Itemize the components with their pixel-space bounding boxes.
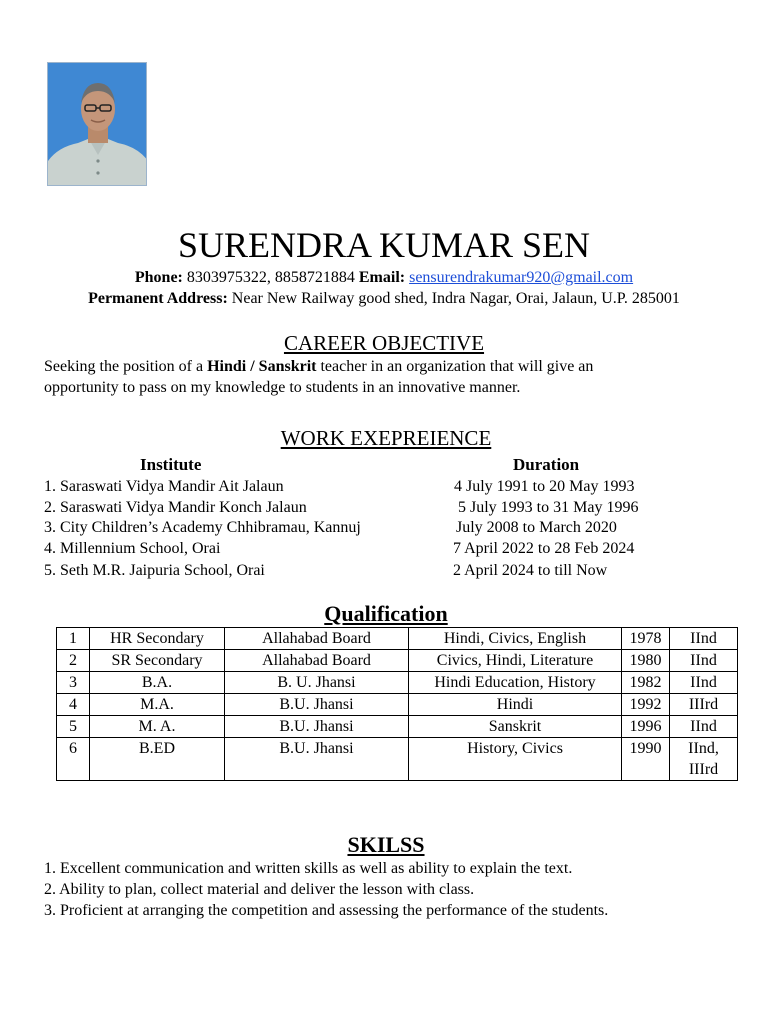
work-institute-5: 5. Seth M.R. Jaipuria School, Orai (44, 562, 265, 579)
qual-division: IInd (670, 628, 738, 650)
work-institute-1: 1. Saraswati Vidya Mandir Ait Jalaun (44, 478, 284, 495)
qual-year: 1996 (622, 716, 670, 738)
career-objective-line-1 (44, 356, 593, 377)
qualification-heading: Qualification (324, 601, 448, 626)
qual-subjects: Civics, Hindi, Literature (409, 650, 622, 672)
work-institute-2: 2. Saraswati Vidya Mandir Konch Jalaun (44, 499, 307, 516)
qual-course: M. A. (90, 716, 225, 738)
qual-division: IInd (670, 716, 738, 738)
work-duration-3: July 2008 to March 2020 (456, 519, 617, 536)
career-objective-line-2: opportunity to pass on my knowledge to students in an innovative manner. (44, 379, 521, 396)
work-duration-5: 2 April 2024 to till Now (453, 562, 608, 579)
contact-line (0, 268, 768, 288)
work-duration-4: 7 April 2022 to 28 Feb 2024 (453, 540, 635, 557)
qual-division-second: IIIrd (688, 761, 719, 778)
qual-year: 1992 (622, 694, 670, 716)
qual-no: 5 (57, 716, 90, 738)
qual-no: 1 (57, 628, 90, 650)
qual-board: B. U. Jhansi (225, 672, 409, 694)
qual-board: Allahabad Board (225, 650, 409, 672)
qual-no: 2 (57, 650, 90, 672)
qual-course: B.ED (90, 738, 225, 781)
career-subjects: Hindi / Sanskrit (207, 358, 317, 375)
qual-division: IInd (670, 650, 738, 672)
table-row (57, 672, 738, 694)
qual-course: B.A. (90, 672, 225, 694)
qual-board: B.U. Jhansi (225, 716, 409, 738)
skill-item-1: 1. Excellent communication and written skills as well as ability to explain the text. (44, 860, 573, 877)
work-institute-3: 3. City Children’s Academy Chhibramau, Kannuj (44, 519, 361, 536)
qual-year: 1982 (622, 672, 670, 694)
qual-division: IInd, (688, 740, 719, 757)
phone-value: 8303975322, 8858721884 (186, 269, 355, 286)
table-row (57, 628, 738, 650)
qual-course: M.A. (90, 694, 225, 716)
table-row (57, 694, 738, 716)
address-line (0, 289, 768, 309)
qual-no: 3 (57, 672, 90, 694)
work-duration-2: 5 July 1993 to 31 May 1996 (458, 499, 639, 516)
qual-subjects: Hindi, Civics, English (409, 628, 622, 650)
qual-division: IIIrd (670, 694, 738, 716)
table-row (57, 738, 738, 781)
email-label: Email: (358, 269, 406, 286)
qual-year: 1980 (622, 650, 670, 672)
career-objective-heading: CAREER OBJECTIVE (283, 331, 485, 355)
address-label: Permanent Address: (88, 290, 228, 307)
table-row (57, 716, 738, 738)
work-experience-heading: WORK EXEPREIENCE (280, 426, 492, 450)
qual-no: 4 (57, 694, 90, 716)
qual-course: SR Secondary (90, 650, 225, 672)
qual-division: IInd (670, 672, 738, 694)
qual-board: B.U. Jhansi (225, 738, 409, 781)
email-link[interactable]: sensurendrakumar920@gmail.com (409, 269, 634, 286)
person-photo-icon (48, 63, 147, 186)
qual-no: 6 (57, 738, 90, 781)
qual-board: Allahabad Board (225, 628, 409, 650)
career-text-post: teacher in an organization that will give an (316, 358, 594, 375)
qual-subjects: Hindi (409, 694, 622, 716)
qualification-table (56, 627, 738, 781)
qual-subjects: Hindi Education, History (409, 672, 622, 694)
skill-item-3: 3. Proficient at arranging the competition and assessing the performance of the students. (44, 902, 609, 919)
address-value: Near New Railway good shed, Indra Nagar, Orai, Jalaun, U.P. 285001 (231, 290, 680, 307)
qual-year: 1978 (622, 628, 670, 650)
work-institute-4: 4. Millennium School, Orai (44, 540, 221, 557)
skills-heading: SKILSS (347, 832, 425, 857)
qual-subjects: Sanskrit (409, 716, 622, 738)
candidate-name: SURENDRA KUMAR SEN (177, 225, 591, 265)
career-text-pre: Seeking the position of a (44, 358, 208, 375)
duration-column-header: Duration (513, 455, 580, 474)
qual-division-cell (670, 738, 738, 781)
qual-subjects: History, Civics (409, 738, 622, 781)
phone-label: Phone: (134, 269, 183, 286)
profile-photo (47, 62, 147, 186)
qual-year: 1990 (622, 738, 670, 781)
skill-item-2: 2. Ability to plan, collect material and deliver the lesson with class. (44, 881, 475, 898)
institute-column-header: Institute (140, 455, 202, 474)
qual-course: HR Secondary (90, 628, 225, 650)
table-row (57, 650, 738, 672)
qual-board: B.U. Jhansi (225, 694, 409, 716)
work-duration-1: 4 July 1991 to 20 May 1993 (454, 478, 635, 495)
